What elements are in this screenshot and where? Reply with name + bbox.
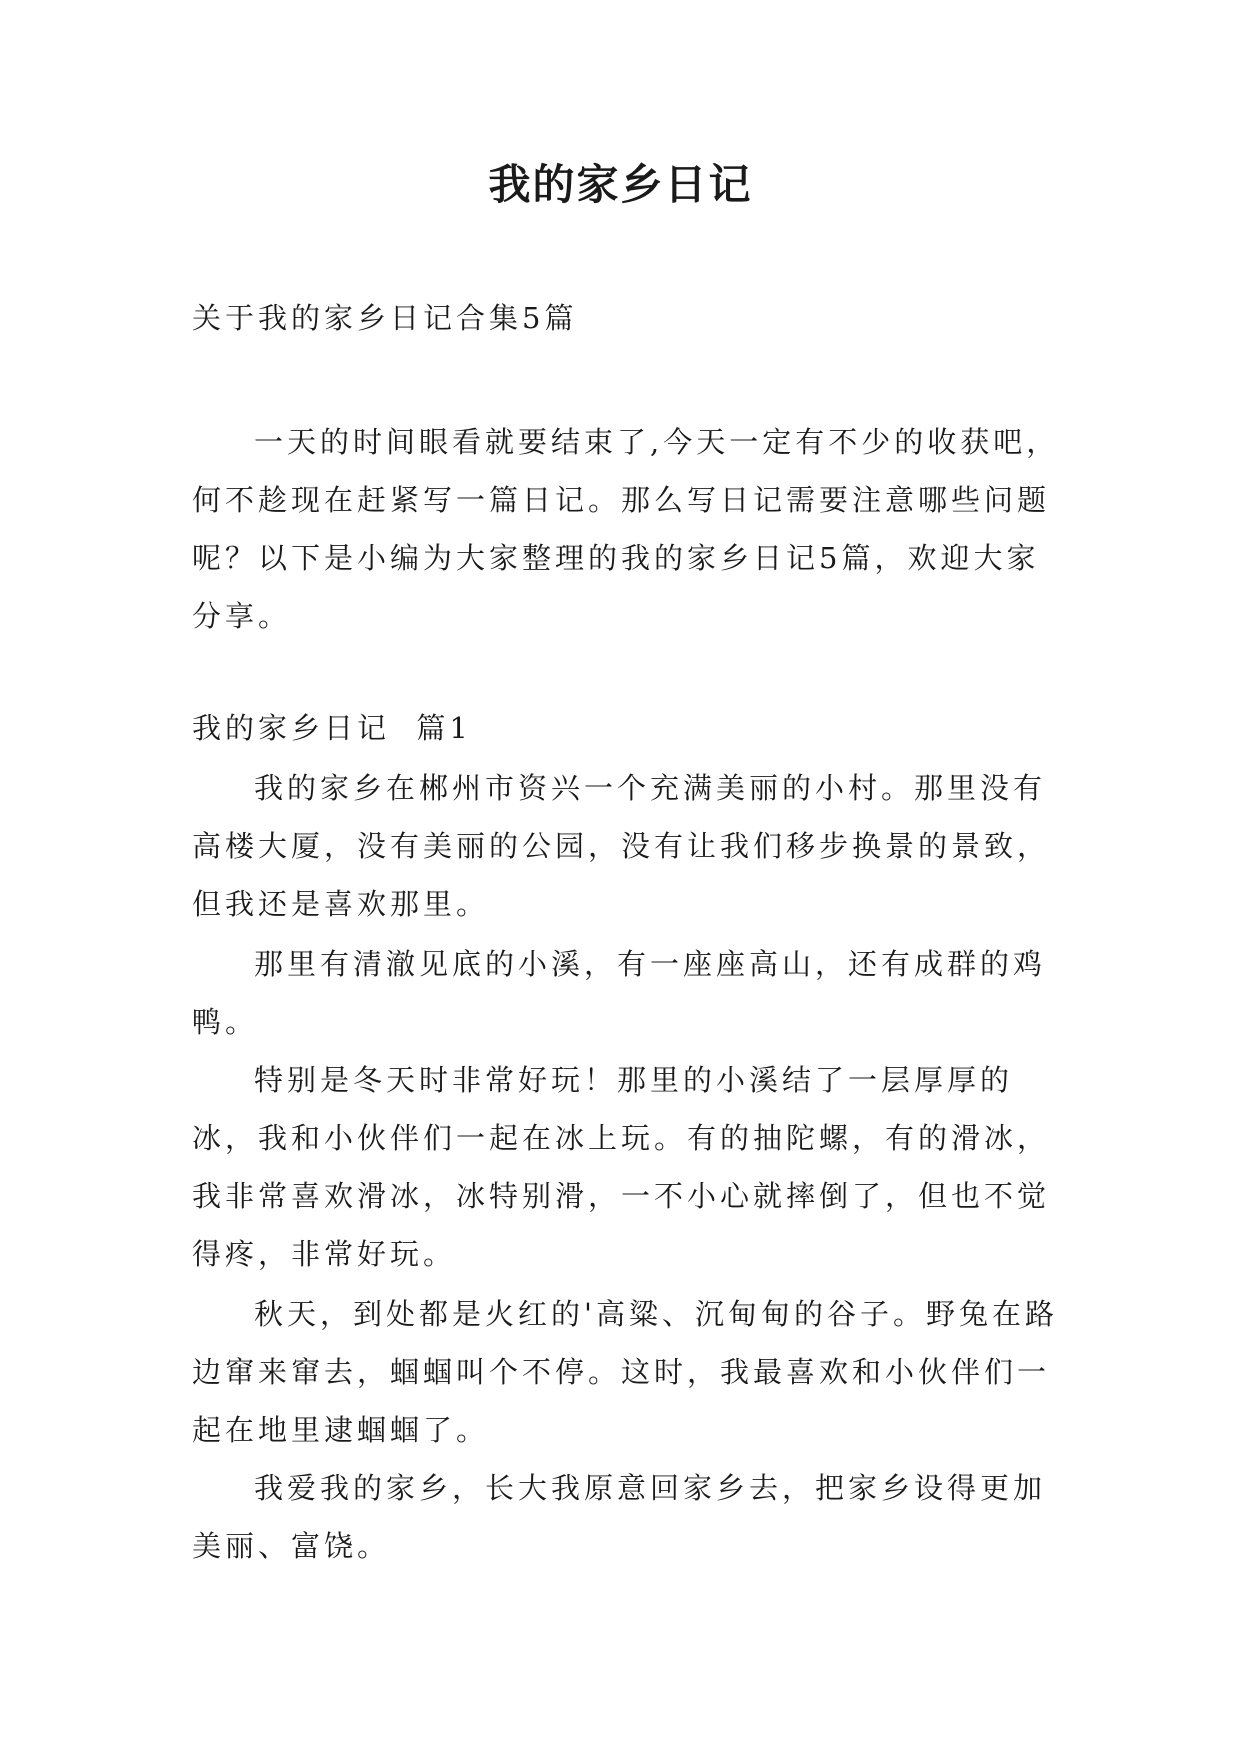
intro-paragraph: 一天的时间眼看就要结束了,今天一定有不少的收获吧，何不趁现在赶紧写一篇日记。那么写日记需要注意哪些问题呢？以下是小编为大家整理的我的家乡日记5篇，欢迎大家分享。 [192, 425, 1060, 633]
body-paragraph: 我的家乡在郴州市资兴一个充满美丽的小村。那里没有高楼大厦，没有美丽的公园，没有让我们移步换景的景致，但我还是喜欢那里。 [192, 771, 1051, 921]
body-paragraph: 那里有清澈见底的小溪，有一座座高山，还有成群的鸡鸭。 [192, 947, 1047, 1039]
body-paragraph: 我爱我的家乡，长大我原意回家乡去，把家乡设得更加美丽、富饶。 [192, 1471, 1047, 1563]
document-title: 我的家乡日记 [488, 160, 753, 209]
body-paragraph: 特别是冬天时非常好玩！那里的小溪结了一层厚厚的冰，我和小伙伴们一起在冰上玩。有的抽陀螺，有的滑冰，我非常喜欢滑冰，冰特别滑，一不小心就摔倒了，但也不觉得疼，非常好玩。 [192, 1063, 1051, 1271]
body-paragraph: 秋天，到处都是火红的'高粱、沉甸甸的谷子。野兔在路边窜来窜去，蝈蝈叫个不停。这时，我最喜欢和小伙伴们一起在地里逮蝈蝈了。 [192, 1297, 1058, 1447]
document-subtitle: 关于我的家乡日记合集5篇 [192, 301, 578, 335]
section-heading: 我的家乡日记 篇1 [192, 711, 472, 745]
